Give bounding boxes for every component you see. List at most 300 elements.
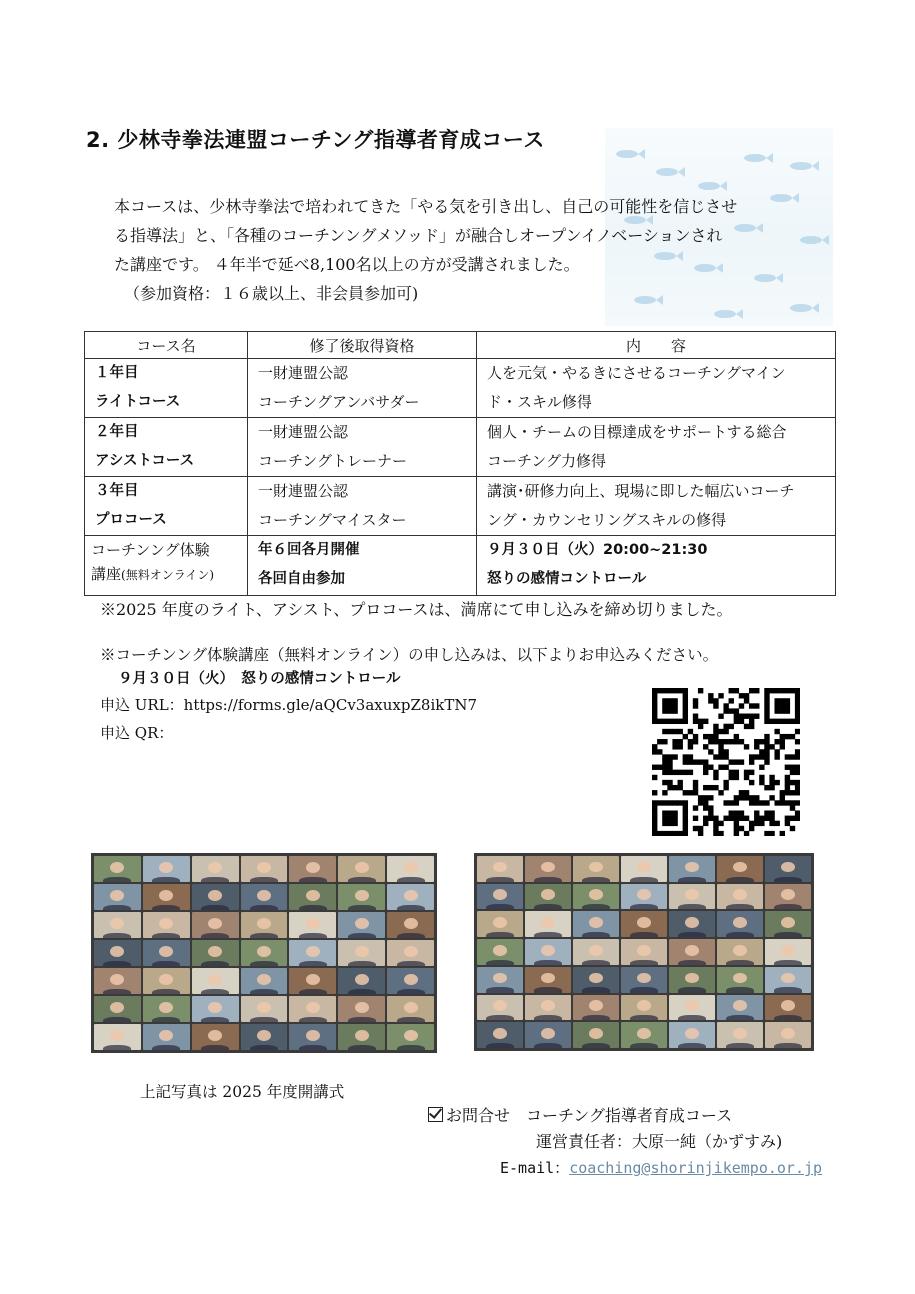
qr-module bbox=[657, 688, 662, 693]
qr-module bbox=[693, 714, 698, 719]
qr-module bbox=[708, 698, 713, 703]
qr-module bbox=[652, 708, 657, 713]
qr-module bbox=[749, 719, 754, 724]
participant-video-tile bbox=[477, 911, 523, 937]
qr-module bbox=[723, 765, 728, 770]
qr-module bbox=[683, 821, 688, 826]
qr-module bbox=[683, 816, 688, 821]
trial-date: ９月３０日（火）20:00~21:30 bbox=[487, 542, 708, 558]
qr-module bbox=[785, 734, 790, 739]
qr-module bbox=[703, 800, 708, 805]
qr-module bbox=[693, 739, 698, 744]
qr-module bbox=[790, 790, 795, 795]
qr-module bbox=[795, 790, 800, 795]
participant-video-tile bbox=[573, 995, 619, 1021]
qr-module bbox=[667, 816, 672, 821]
qr-module bbox=[795, 780, 800, 785]
qr-module bbox=[683, 770, 688, 775]
qr-module bbox=[780, 708, 785, 713]
qr-module bbox=[667, 765, 672, 770]
qr-module bbox=[688, 790, 693, 795]
participant-video-tile bbox=[621, 939, 667, 965]
participant-video-tile bbox=[765, 967, 811, 993]
qualification-line: 一財連盟公認 bbox=[258, 423, 349, 441]
participant-video-tile bbox=[669, 1022, 715, 1048]
qr-module bbox=[667, 831, 672, 836]
qr-module bbox=[708, 816, 713, 821]
qr-module bbox=[657, 800, 662, 805]
participant-video-tile bbox=[241, 1024, 288, 1050]
qr-module bbox=[662, 816, 667, 821]
participant-video-tile bbox=[477, 1022, 523, 1048]
qr-module bbox=[657, 831, 662, 836]
content-line: 人を元気・やるきにさせるコーチングマイン bbox=[487, 364, 786, 382]
qr-module bbox=[667, 703, 672, 708]
qr-module bbox=[764, 785, 769, 790]
qr-module bbox=[790, 805, 795, 810]
content-line: 個人・チームの目標達成をサポートする総合 bbox=[487, 423, 787, 441]
qr-module bbox=[744, 775, 749, 780]
qr-module bbox=[708, 810, 713, 815]
participant-video-tile bbox=[573, 1022, 619, 1048]
content-line: ング・カウンセリングスキルの修得 bbox=[487, 511, 727, 529]
participant-video-tile bbox=[94, 856, 141, 882]
qr-module bbox=[723, 785, 728, 790]
qr-module bbox=[703, 734, 708, 739]
qr-module bbox=[678, 719, 683, 724]
qr-module bbox=[774, 708, 779, 713]
participant-video-tile bbox=[338, 1024, 385, 1050]
qr-module bbox=[652, 805, 657, 810]
qr-module bbox=[662, 698, 667, 703]
qr-module bbox=[667, 688, 672, 693]
qr-module bbox=[678, 780, 683, 785]
participant-video-tile bbox=[338, 912, 385, 938]
qualification-line: コーチングトレーナー bbox=[258, 452, 407, 470]
qr-module bbox=[764, 810, 769, 815]
qr-module bbox=[790, 800, 795, 805]
qr-module bbox=[662, 831, 667, 836]
qr-module bbox=[718, 790, 723, 795]
qr-module bbox=[657, 749, 662, 754]
qr-module bbox=[678, 785, 683, 790]
participant-video-tile bbox=[477, 856, 523, 882]
header-content: 内 容 bbox=[477, 332, 836, 359]
qr-module bbox=[683, 708, 688, 713]
qr-module bbox=[708, 749, 713, 754]
participant-video-tile bbox=[94, 912, 141, 938]
qr-module bbox=[713, 729, 718, 734]
qr-module bbox=[703, 765, 708, 770]
qr-module bbox=[718, 754, 723, 759]
qr-module bbox=[683, 754, 688, 759]
qr-module bbox=[703, 770, 708, 775]
participant-video-tile bbox=[94, 940, 141, 966]
qr-module bbox=[729, 810, 734, 815]
qr-module bbox=[764, 714, 769, 719]
participant-video-tile bbox=[525, 995, 571, 1021]
qr-module bbox=[662, 810, 667, 815]
qr-module bbox=[734, 795, 739, 800]
qr-module bbox=[652, 749, 657, 754]
content-line: ド・スキル修得 bbox=[487, 393, 592, 411]
participant-video-tile bbox=[717, 911, 763, 937]
qr-module bbox=[734, 810, 739, 815]
qr-module bbox=[652, 775, 657, 780]
participant-video-tile bbox=[338, 884, 385, 910]
qr-module bbox=[734, 800, 739, 805]
qr-module bbox=[672, 831, 677, 836]
email-label: E-mail： bbox=[500, 1159, 570, 1177]
participant-video-tile bbox=[143, 856, 190, 882]
participant-video-tile bbox=[765, 939, 811, 965]
table-row bbox=[85, 418, 836, 477]
qr-module bbox=[764, 800, 769, 805]
qr-module bbox=[749, 688, 754, 693]
qr-module bbox=[688, 759, 693, 764]
qr-module bbox=[754, 739, 759, 744]
participant-video-tile bbox=[525, 967, 571, 993]
qr-module bbox=[683, 714, 688, 719]
qr-module bbox=[672, 703, 677, 708]
qr-module bbox=[662, 759, 667, 764]
qr-module bbox=[780, 795, 785, 800]
qr-module bbox=[785, 754, 790, 759]
qr-module bbox=[683, 703, 688, 708]
qr-module bbox=[703, 759, 708, 764]
qr-module bbox=[780, 703, 785, 708]
qr-module bbox=[764, 708, 769, 713]
participant-video-tile bbox=[621, 995, 667, 1021]
qr-module bbox=[698, 719, 703, 724]
qr-module bbox=[764, 739, 769, 744]
qr-module bbox=[708, 795, 713, 800]
qr-module bbox=[734, 708, 739, 713]
qr-module bbox=[764, 693, 769, 698]
qr-module bbox=[780, 719, 785, 724]
course-name: プロコース bbox=[95, 512, 167, 528]
qr-module bbox=[683, 810, 688, 815]
trial-course-name: コーチンング体験 bbox=[91, 541, 210, 559]
qr-module bbox=[734, 739, 739, 744]
qr-module bbox=[672, 810, 677, 815]
participant-video-tile bbox=[477, 995, 523, 1021]
qr-module bbox=[698, 759, 703, 764]
qr-module bbox=[754, 714, 759, 719]
qr-module bbox=[754, 688, 759, 693]
qr-module bbox=[652, 826, 657, 831]
qr-module bbox=[780, 790, 785, 795]
qr-module bbox=[790, 826, 795, 831]
qr-module bbox=[739, 816, 744, 821]
participant-video-tile bbox=[621, 911, 667, 937]
qr-module bbox=[718, 821, 723, 826]
participant-video-tile bbox=[94, 996, 141, 1022]
table-row-trial bbox=[85, 536, 836, 596]
qr-module bbox=[759, 821, 764, 826]
qr-module bbox=[769, 780, 774, 785]
participant-video-tile bbox=[289, 856, 336, 882]
qr-module bbox=[795, 749, 800, 754]
participant-video-tile bbox=[573, 939, 619, 965]
qr-module bbox=[739, 719, 744, 724]
participant-video-tile bbox=[669, 911, 715, 937]
participant-video-tile bbox=[192, 1024, 239, 1050]
qr-module bbox=[678, 831, 683, 836]
qr-module bbox=[795, 770, 800, 775]
qr-module bbox=[734, 759, 739, 764]
qr-module bbox=[713, 775, 718, 780]
qr-module bbox=[749, 821, 754, 826]
qr-module bbox=[652, 821, 657, 826]
qr-module bbox=[713, 831, 718, 836]
application-url[interactable]: 申込 URL：https://forms.gle/aQCv3axuxpZ8ikTN7 bbox=[100, 696, 477, 714]
qr-module bbox=[774, 749, 779, 754]
qr-module bbox=[764, 759, 769, 764]
qr-module bbox=[749, 759, 754, 764]
qr-module bbox=[785, 800, 790, 805]
participant-video-tile bbox=[573, 911, 619, 937]
qr-module bbox=[698, 795, 703, 800]
qr-module bbox=[795, 714, 800, 719]
zoom-group-photo-2 bbox=[474, 853, 814, 1051]
qr-module bbox=[713, 826, 718, 831]
qr-module bbox=[662, 770, 667, 775]
participant-video-tile bbox=[387, 968, 434, 994]
participant-video-tile bbox=[525, 911, 571, 937]
qr-module bbox=[729, 708, 734, 713]
participant-video-tile bbox=[192, 884, 239, 910]
participant-video-tile bbox=[143, 968, 190, 994]
qr-module bbox=[785, 719, 790, 724]
intro-line: 本コースは、少林寺拳法で培われてきた「やる気を引き出し、自己の可能性を信じさせ bbox=[114, 197, 738, 216]
qr-module bbox=[769, 816, 774, 821]
qr-module bbox=[785, 688, 790, 693]
qr-module bbox=[795, 688, 800, 693]
qr-module bbox=[683, 698, 688, 703]
qr-module bbox=[723, 754, 728, 759]
qr-module bbox=[723, 800, 728, 805]
participant-video-tile bbox=[717, 939, 763, 965]
qr-module bbox=[774, 703, 779, 708]
qr-module bbox=[764, 688, 769, 693]
qr-module bbox=[652, 693, 657, 698]
participant-video-tile bbox=[525, 856, 571, 882]
qr-module bbox=[652, 816, 657, 821]
qr-module bbox=[764, 698, 769, 703]
qr-module bbox=[723, 749, 728, 754]
participant-video-tile bbox=[477, 939, 523, 965]
qr-module bbox=[774, 688, 779, 693]
checkbox-icon bbox=[428, 1107, 443, 1122]
qr-module bbox=[780, 698, 785, 703]
participant-video-tile bbox=[289, 1024, 336, 1050]
qr-module bbox=[749, 780, 754, 785]
qr-module bbox=[795, 703, 800, 708]
qr-module bbox=[764, 816, 769, 821]
qr-module bbox=[683, 790, 688, 795]
contact-block bbox=[428, 1103, 822, 1181]
participant-video-tile bbox=[387, 912, 434, 938]
qr-module bbox=[790, 754, 795, 759]
qr-module bbox=[723, 780, 728, 785]
qr-module bbox=[708, 765, 713, 770]
participant-video-tile bbox=[669, 939, 715, 965]
course-year: ３年目 bbox=[95, 483, 139, 499]
qr-module bbox=[744, 698, 749, 703]
qr-module bbox=[718, 831, 723, 836]
qr-module bbox=[739, 693, 744, 698]
trial-topic: 怒りの感情コントロール bbox=[487, 571, 647, 587]
participant-video-tile bbox=[143, 996, 190, 1022]
participant-video-tile bbox=[669, 967, 715, 993]
qr-module bbox=[723, 729, 728, 734]
participant-video-tile bbox=[289, 912, 336, 938]
participant-video-tile bbox=[192, 940, 239, 966]
qr-module bbox=[678, 729, 683, 734]
qr-module bbox=[785, 765, 790, 770]
qr-module bbox=[744, 714, 749, 719]
qr-module bbox=[723, 816, 728, 821]
participant-video-tile bbox=[387, 996, 434, 1022]
qr-module bbox=[764, 719, 769, 724]
qr-module bbox=[739, 759, 744, 764]
participant-video-tile bbox=[387, 940, 434, 966]
qr-module bbox=[759, 765, 764, 770]
participant-video-tile bbox=[765, 856, 811, 882]
qr-module bbox=[774, 780, 779, 785]
qr-module bbox=[734, 816, 739, 821]
qr-module bbox=[744, 770, 749, 775]
qr-module bbox=[652, 765, 657, 770]
qr-module bbox=[657, 719, 662, 724]
qr-module bbox=[744, 693, 749, 698]
qr-module bbox=[667, 800, 672, 805]
qr-module bbox=[672, 821, 677, 826]
qr-module bbox=[749, 703, 754, 708]
qr-label: 申込 QR： bbox=[100, 724, 174, 742]
participant-video-tile bbox=[621, 967, 667, 993]
table-row bbox=[85, 359, 836, 418]
participant-video-tile bbox=[289, 996, 336, 1022]
qr-module bbox=[769, 810, 774, 815]
qr-module bbox=[774, 821, 779, 826]
participant-video-tile bbox=[573, 856, 619, 882]
contact-manager: 運営責任者：大原一純（かずすみ) bbox=[536, 1132, 783, 1151]
qr-module bbox=[734, 714, 739, 719]
qualification-line: コーチングマイスター bbox=[258, 511, 407, 529]
qr-module bbox=[795, 719, 800, 724]
participant-video-tile bbox=[143, 1024, 190, 1050]
qr-module bbox=[754, 744, 759, 749]
qr-module bbox=[795, 810, 800, 815]
qr-module bbox=[734, 826, 739, 831]
qr-module bbox=[739, 826, 744, 831]
qr-module bbox=[795, 708, 800, 713]
participant-video-tile bbox=[338, 996, 385, 1022]
qr-module bbox=[713, 698, 718, 703]
qr-module bbox=[693, 790, 698, 795]
intro-line: る指導法」と、「各種のコーチンングメソッド」が融合しオープンイノベーションされ bbox=[114, 226, 723, 245]
qr-module bbox=[764, 831, 769, 836]
table-row bbox=[85, 477, 836, 536]
qr-module bbox=[672, 719, 677, 724]
qr-module bbox=[780, 744, 785, 749]
qr-module bbox=[769, 795, 774, 800]
qr-module bbox=[667, 759, 672, 764]
qr-module bbox=[729, 775, 734, 780]
qr-code-icon bbox=[652, 688, 800, 836]
participant-video-tile bbox=[765, 884, 811, 910]
qr-module bbox=[652, 714, 657, 719]
qr-module bbox=[672, 754, 677, 759]
participant-video-tile bbox=[338, 940, 385, 966]
qr-module bbox=[729, 816, 734, 821]
qr-module bbox=[672, 816, 677, 821]
qr-module bbox=[723, 708, 728, 713]
qr-module bbox=[672, 770, 677, 775]
qr-code[interactable] bbox=[652, 688, 800, 836]
qr-module bbox=[698, 800, 703, 805]
participant-video-tile bbox=[525, 884, 571, 910]
contact-title: お問合せ コーチング指導者育成コース bbox=[446, 1106, 733, 1125]
qr-module bbox=[662, 739, 667, 744]
participant-video-tile bbox=[289, 940, 336, 966]
qr-module bbox=[672, 729, 677, 734]
qr-module bbox=[790, 719, 795, 724]
qr-module bbox=[774, 719, 779, 724]
participant-video-tile bbox=[717, 1022, 763, 1048]
qr-module bbox=[790, 734, 795, 739]
qr-module bbox=[652, 688, 657, 693]
qr-module bbox=[683, 693, 688, 698]
trial-schedule: 各回自由参加 bbox=[258, 571, 345, 587]
qr-module bbox=[739, 810, 744, 815]
qr-module bbox=[718, 749, 723, 754]
qr-module bbox=[785, 775, 790, 780]
qr-module bbox=[672, 800, 677, 805]
qr-module bbox=[795, 693, 800, 698]
qr-module bbox=[693, 703, 698, 708]
qr-module bbox=[729, 739, 734, 744]
qr-module bbox=[688, 729, 693, 734]
qr-module bbox=[734, 734, 739, 739]
qr-module bbox=[795, 754, 800, 759]
participant-video-tile bbox=[241, 856, 288, 882]
qr-module bbox=[744, 790, 749, 795]
email-link[interactable]: coaching@shorinjikempo.or.jp bbox=[569, 1159, 823, 1177]
qr-module bbox=[769, 688, 774, 693]
qr-module bbox=[764, 744, 769, 749]
participant-video-tile bbox=[387, 856, 434, 882]
qr-module bbox=[703, 795, 708, 800]
qr-module bbox=[718, 739, 723, 744]
participant-video-tile bbox=[621, 1022, 667, 1048]
qr-module bbox=[688, 770, 693, 775]
qr-module bbox=[688, 754, 693, 759]
qr-module bbox=[713, 770, 718, 775]
qr-module bbox=[718, 765, 723, 770]
qr-module bbox=[652, 831, 657, 836]
qr-module bbox=[662, 765, 667, 770]
qr-module bbox=[693, 816, 698, 821]
qr-module bbox=[703, 805, 708, 810]
qr-module bbox=[713, 821, 718, 826]
qr-module bbox=[683, 826, 688, 831]
qr-module bbox=[672, 785, 677, 790]
qr-module bbox=[795, 739, 800, 744]
qr-module bbox=[774, 800, 779, 805]
